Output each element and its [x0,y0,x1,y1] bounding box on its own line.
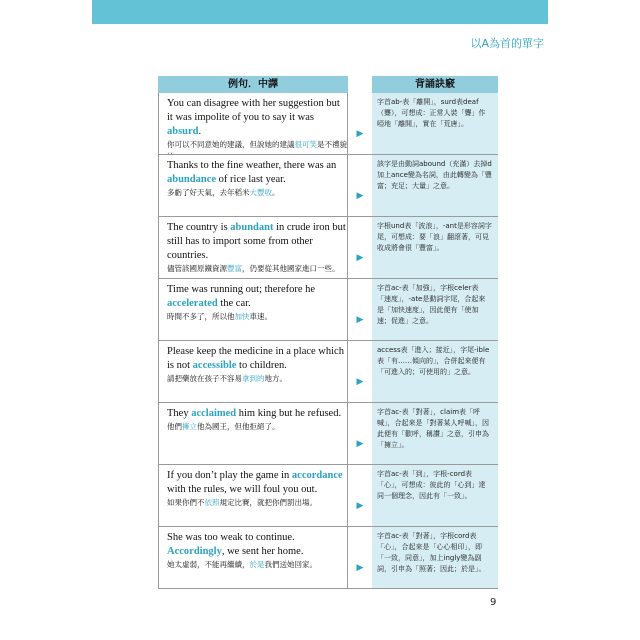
text-segment: 他為國王，但他拒絕了。 [197,422,280,431]
highlighted-word: absurd [167,126,199,137]
vocab-row [158,93,498,155]
example-column-header: 例句．中譯 [158,76,348,93]
text-segment: 儘管該國原鐵資源 [167,264,227,273]
top-color-band [92,0,548,24]
highlighted-word: accelerated [167,298,218,309]
example-cell [158,465,348,527]
vocab-row [158,403,498,465]
vocab-row [158,465,498,527]
text-segment: him king but he refused. [236,408,342,419]
text-segment: The country is [167,222,231,233]
example-sentence-chinese [167,187,347,199]
example-text [167,221,347,275]
highlighted-word: 依照 [204,498,220,507]
example-sentence-chinese [167,559,347,571]
highlighted-word: 很可笑 [294,140,317,149]
highlighted-word: 大豐收 [249,188,272,197]
text-segment: 規定比賽，就把你們罰出場。 [219,498,317,507]
arrow-right-icon: ▶ [356,439,364,449]
mnemonic-column-header: 背誦訣竅 [372,76,498,93]
mnemonic-cell [372,403,498,465]
row-divider [158,588,498,589]
mnemonic-cell [372,341,498,403]
mnemonic-cell [372,465,498,527]
text-segment: 。 [272,188,280,197]
example-sentence-chinese [167,421,347,433]
example-text [167,159,347,199]
example-sentence-english [167,531,347,559]
highlighted-word: 豐富 [227,264,242,273]
text-segment: You can disagree with her suggestion but it was impolite of you to say it was [167,98,340,123]
vocab-row [158,217,498,279]
text-segment: the car. [217,298,251,309]
highlighted-word: acclaimed [191,408,237,419]
text-segment: . [198,126,202,137]
text-segment: of rice last year. [216,174,286,185]
example-cell [158,341,348,403]
text-segment: 她太虛弱，不能再繼續， [167,560,250,569]
highlighted-word: Accordingly [167,546,222,557]
text-segment: 時間不多了，所以他 [167,312,235,321]
arrow-right-icon: ▶ [356,501,364,511]
example-cell [158,403,348,465]
text-segment: Thanks to the fine weather, there was an [167,160,337,171]
arrow-right-icon: ▶ [356,191,364,201]
section-title: 以A為首的單字 [470,37,544,50]
text-segment: 多虧了好天氣，去年稻米 [167,188,250,197]
example-text [167,531,347,571]
arrow-right-icon: ▶ [356,315,364,325]
mnemonic-cell [372,527,498,589]
text-segment: 地方。 [264,374,287,383]
text-segment: , we sent her home. [221,546,304,557]
example-cell [158,217,348,279]
example-cell [158,279,348,341]
example-cell [158,527,348,589]
mnemonic-cell [372,93,498,155]
text-segment: ，仍要從其他國家進口一些。 [242,264,340,273]
example-sentence-english [167,159,347,187]
text-segment: Please keep the medicine in a place which is not [167,346,344,371]
example-sentence-chinese [167,373,347,385]
example-sentence-english [167,345,347,373]
mnemonic-cell [372,155,498,217]
arrow-right-icon: ▶ [356,129,364,139]
text-segment: 我們送她回家。 [264,560,317,569]
mnemonic-cell [372,217,498,279]
text-segment: She was too weak to continue. [167,532,295,543]
highlighted-word: accessible [192,360,237,371]
mnemonic-text: 字首ac-表「對著」，字根cord表「心」，合起來是「心心相印」，即「一致，同意」，加上ingly變為副詞，引申為「照著；因此；於是」。 [377,532,486,573]
arrow-right-icon: ▶ [356,377,364,387]
example-sentence-english [167,97,347,139]
example-cell [158,93,348,155]
example-text [167,345,347,385]
mnemonic-text: 字根und表「波浪」，-ant是形容詞字尾，可想成：要「浪」翻滾著，可見收成將會很「豐富」。 [377,222,492,252]
text-segment: 是不禮貌 [317,140,347,149]
example-sentence-english [167,469,347,497]
mnemonic-text: 字首ac-表「對著」，claim表「呼喊」，合起來是「對著某人呼喊」，因此便有「歡呼，稱讚」之意，引申為「擁立」。 [377,408,489,449]
vocab-row [158,279,498,341]
arrow-right-icon: ▶ [356,563,364,573]
arrow-right-icon: ▶ [356,253,364,263]
text-segment: in crude iron but still has to import some from other countries. [167,222,346,261]
highlighted-word: abundance [167,174,217,185]
text-segment: They [167,408,192,419]
text-segment: Time was running out; therefore he [167,284,316,295]
highlighted-word: 擁立 [182,422,197,431]
example-sentence-chinese [167,497,347,509]
mnemonic-text: 字首ac-表「加強」，字根celer表「速度」，-ate是動詞字尾，合起來是「加快速度」，因此便有「使加速；促進」之意。 [377,284,486,325]
text-segment: 他們 [167,422,182,431]
example-sentence-english [167,221,347,263]
text-segment: with the rules, we will foul you out. [167,484,318,495]
example-cell [158,155,348,217]
vocab-row [158,341,498,403]
example-text [167,407,347,433]
mnemonic-text: 字首ab-表「離開」，surd表deaf（聾），可想成：正常人裝「聾」作啞地「離開」，實在「荒唐」。 [377,98,486,128]
text-segment: If you don’t play the game in [167,470,292,481]
vocab-row [158,155,498,217]
mnemonic-text: 字首ac-表「到」，字根-cord表「心」，可想成：彼此的「心到」達同一個理念，因此有「一致」。 [377,470,486,500]
text-segment: 車速。 [249,312,272,321]
example-sentence-english [167,283,347,311]
example-sentence-english [167,407,347,421]
highlighted-word: 拿到的 [242,374,265,383]
example-sentence-chinese [167,311,347,323]
mnemonic-text: 該字是由動詞abound（充滿）去掉d加上ance變為名詞，由此轉變為「豐富；充足；大量」之意。 [377,160,492,190]
example-text [167,469,347,509]
vocab-row [158,527,498,589]
text-segment: to children. [236,360,287,371]
text-segment: 如果你們不 [167,498,205,507]
example-sentence-chinese [167,263,347,275]
mnemonic-text: access表「進入；接近」，字尾-ible表「有……傾向的」，合併起來便有「可進入的；可使用的」之意。 [377,346,490,376]
text-segment: 你可以不同意她的建議，但說她的建議 [167,140,295,149]
text-segment: 請把藥放在孩子不容易 [167,374,242,383]
mnemonic-cell [372,279,498,341]
highlighted-word: 加快 [234,312,250,321]
page-number: 9 [490,597,497,608]
highlighted-word: accordance [291,470,343,481]
highlighted-word: 於是 [249,560,265,569]
example-text [167,283,347,323]
highlighted-word: abundant [230,222,274,233]
